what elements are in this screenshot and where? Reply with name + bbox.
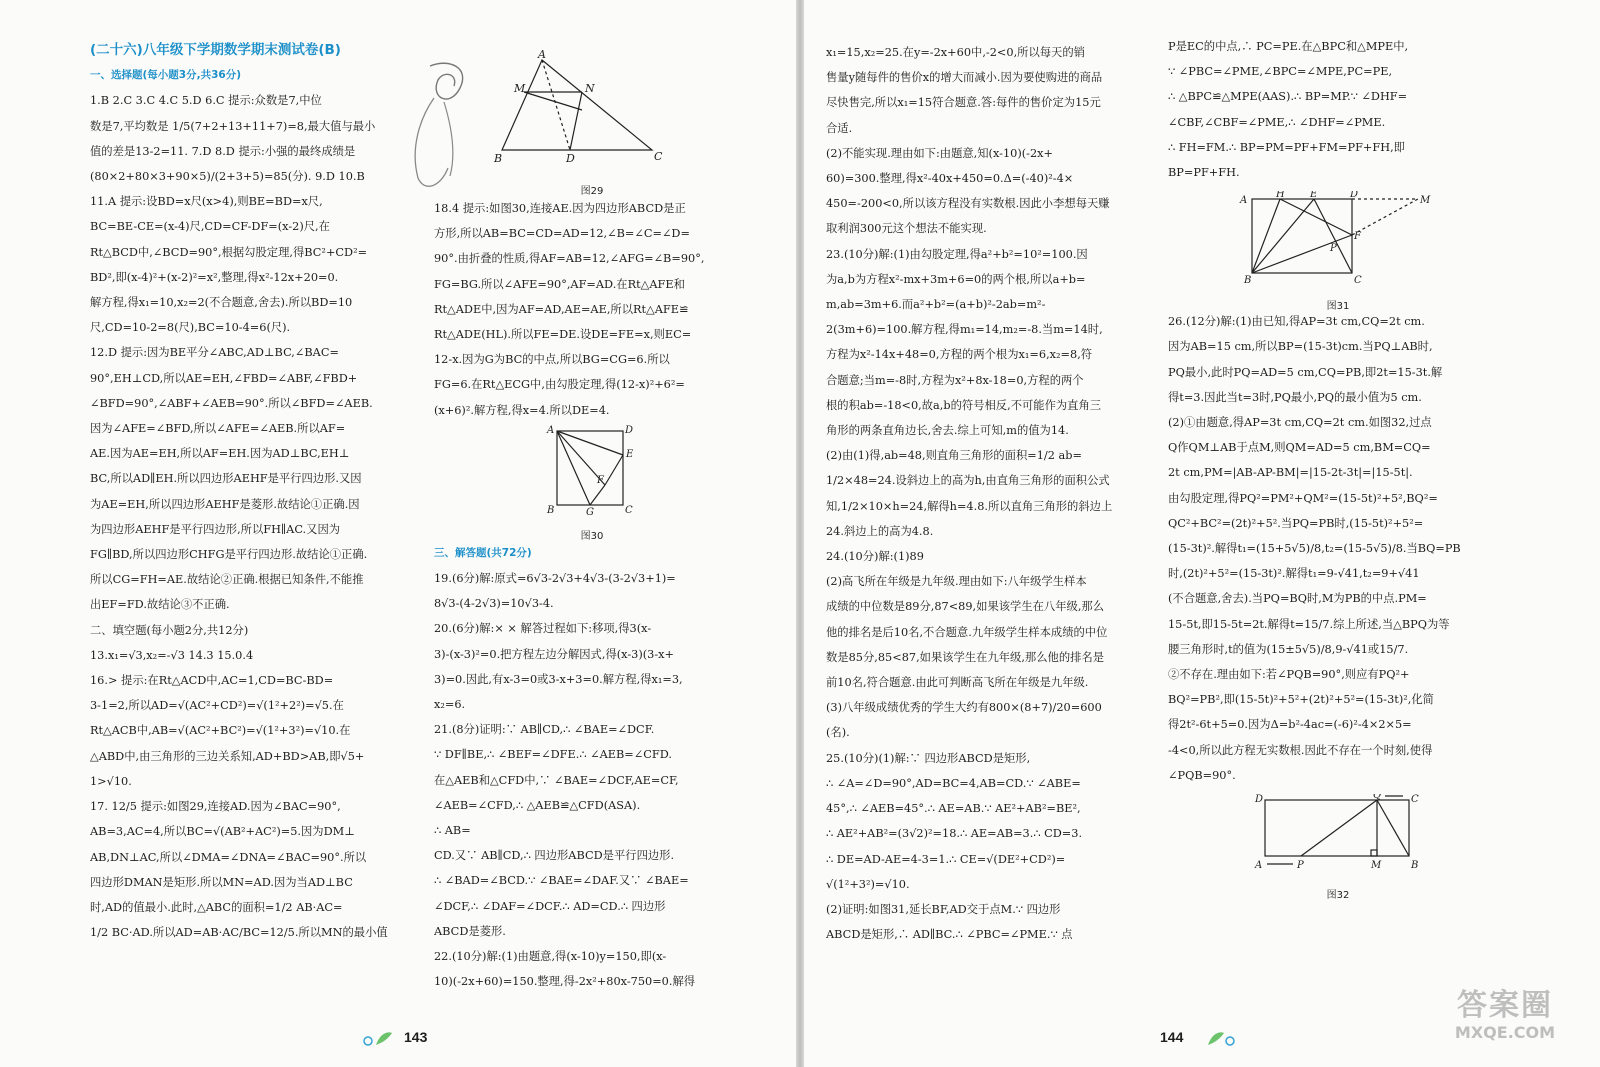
text-line: 17. 12/5 提示:如图29,连接AD.因为∠BAC=90°, (90, 800, 341, 814)
fig30-caption: 图30 (580, 531, 604, 543)
watermark-url: MXQE.COM (1454, 1023, 1556, 1042)
svg-text:H: H (1276, 191, 1285, 201)
left-column-1 (90, 38, 408, 945)
text-line: 2(3m+6)=100.解方程,得m₁=14,m₂=-8.当m=14时, (826, 323, 1103, 337)
text-line: ∠DCF,∴ ∠DAF=∠DCF.∴ AD=CD.∴ 四边形 (434, 899, 666, 913)
col4b-lines (1168, 309, 1508, 788)
text-line: 在△AEB和△CFD中,∵ ∠BAE=∠DCF,AE=CF, (434, 773, 679, 787)
text-line: 尽快售完,所以x₁=15符合题意.答:每件的售价定为15元 (826, 96, 1101, 110)
text-line: 20.(6分)解:× × 解答过程如下:移项,得3(x- (434, 622, 652, 636)
text-line: 数是7,平均数是 1/5(7+2+13+11+7)=8,最大值与最小 (90, 119, 376, 133)
text-line: 四边形DMAN是矩形.所以MN=AD.因为当AD⊥BC (90, 875, 353, 889)
text-line: PQ最小,此时PQ=AD=5 cm,CQ=PB,即2t=15-3t.解 (1168, 365, 1443, 379)
page-number-144: 144 (1160, 1029, 1184, 1045)
col2-lines (434, 196, 750, 423)
text-line: 22.(10分)解:(1)由题意,得(x-10)y=150,即(x- (434, 950, 667, 964)
text-line: ∠BFD=90°,∠ABF+∠AEB=90°.所以∠BFD=∠AEB. (90, 396, 373, 410)
text-line: 19.(6分)解:原式=6√3-2√3+4√3-(3-2√3+1)= (434, 572, 676, 586)
svg-text:B: B (494, 152, 503, 165)
text-line: 因为AB=15 cm,所以BP=(15-3t)cm.当PQ⊥AB时, (1168, 340, 1433, 354)
text-line: Rt△ADE中,因为AF=AD,AE=AE,所以Rt△AFE≌ (434, 302, 689, 316)
text-line: 合题意;当m=-8时,方程为x²+8x-18=0,方程的两个 (826, 373, 1084, 387)
text-line: 尺,CD=10-2=8(尺),BC=10-4=6(尺). (90, 321, 291, 335)
text-line: 出EF=FD.故结论③不正确. (90, 598, 230, 612)
figure-31 (1168, 191, 1508, 313)
text-line: 3)=0.因此,有x-3=0或3-x+3=0.解方程,得x₁=3, (434, 672, 683, 686)
text-line: 1/2×48=24.设斜边上的高为h,由直角三角形的面积公式 (826, 474, 1110, 488)
text-line: 角形的两条直角边长,舍去.综上可知,m的值为14. (826, 424, 1069, 438)
svg-text:F: F (1354, 231, 1361, 243)
text-line: ∴ DE=AD-AE=4-3=1.∴ CE=√(DE²+CD²)= (826, 852, 1066, 866)
text-line: 3-1=2,所以AD=√(AC²+CD²)=√(1²+2²)=√5.在 (90, 699, 344, 713)
text-line: 21.(8分)证明:∵ AB∥CD,∴ ∠BAE=∠DCF. (434, 723, 655, 737)
col1-lines (90, 88, 408, 945)
text-line: FG∥BD,所以四边形CHFG是平行四边形.故结论①正确. (90, 548, 368, 562)
text-line: 前10名,符合题意.由此可判断高飞所在年级是九年级. (826, 676, 1089, 690)
col2b-lines (434, 566, 750, 994)
left-page (0, 0, 796, 1067)
text-line: 取利润300元这个想法不能实现. (826, 222, 987, 236)
fig31-caption: 图31 (1326, 301, 1350, 313)
text-line: ∴ ∠A=∠D=90°,AD=BC=4,AB=CD.∵ ∠ABE= (826, 776, 1081, 790)
right-page (804, 0, 1600, 1067)
book-gutter (796, 0, 804, 1067)
text-line: 得2t²-6t+5=0.因为Δ=b²-4ac=(-6)²-4×2×5= (1168, 718, 1412, 732)
text-line: 所以CG=FH=AE.故结论②正确.根据已知条件,不能推 (90, 573, 364, 587)
text-line: 450=-200<0,所以该方程没有实数根.因此小李想每天赚 (826, 197, 1110, 211)
text-line: 时,(2t)²+5²=(15-3t)².解得t₁=9-√41,t₂=9+√41 (1168, 567, 1420, 581)
svg-text:D: D (566, 152, 575, 165)
text-line: m,ab=3m+6.而a²+b²=(a+b)²-2ab=m²- (826, 298, 1046, 312)
svg-text:B: B (1244, 275, 1252, 286)
fig32-rectangle-diagram (1253, 794, 1423, 874)
right-column-1 (826, 40, 1154, 947)
text-line: ∴ FH=FM.∴ BP=PM=PF+FM=PF+FH,即 (1168, 140, 1405, 154)
text-line: BD²,即(x-4)²+(x-2)²=x²,整理,得x²-12x+20=0. (90, 270, 339, 284)
left-column-2 (434, 44, 750, 994)
text-line: 60)=300.整理,得x²-40x+450=0.Δ=(-40)²-4× (826, 172, 1074, 186)
text-line: 他的排名是后10名,不合题意.九年级学生样本成绩的中位 (826, 625, 1108, 639)
text-line: ②不存在.理由如下:若∠PQB=90°,则应有PQ²+ (1168, 668, 1410, 682)
svg-text:C: C (1411, 794, 1419, 806)
text-line: QC²+BC²=(2t)²+5².当PQ=PB时,(15-5t)²+5²= (1168, 516, 1424, 530)
section-header-solution: 三、解答题(共72分) (434, 546, 532, 559)
svg-text:C: C (654, 150, 663, 163)
col3-lines (826, 40, 1154, 947)
text-line: ∠CBF,∠CBF=∠PME,∴ ∠DHF=∠PME. (1168, 115, 1386, 129)
text-line: ∠PQB=90°. (1168, 768, 1236, 782)
text-line: BC,所以AD∥EH.所以四边形AEHF是平行四边形.又因 (90, 472, 362, 486)
text-line: ∴ AE²+AB²=(3√2)²=18.∴ AE=AB=3.∴ CD=3. (826, 827, 1083, 841)
text-line: 成绩的中位数是89分,87<89,如果该学生在八年级,那么 (826, 600, 1105, 614)
text-line: 售量y随每件的售价x的增大而减小.因为要使购进的商品 (826, 71, 1103, 85)
svg-text:D: D (1255, 794, 1264, 806)
text-line: 12-x.因为G为BC的中点,所以BG=CG=6.所以 (434, 353, 670, 367)
text-line: 8√3-(4-2√3)=10√3-4. (434, 597, 554, 611)
text-line: P是EC的中点,∴ PC=PE.在△BPC和△MPE中, (1168, 40, 1409, 53)
text-line: 25.(10分)(1)解:∵ 四边形ABCD是矩形, (826, 751, 1031, 765)
text-line: 15-5t,即15-5t=2t.解得t=15/7.综上所述,当△BPQ为等 (1168, 617, 1450, 631)
text-line: 数是85分,85<87,如果该学生在九年级,那么他的排名是 (826, 650, 1105, 664)
text-line: 因为∠AFE=∠BFD,所以∠AFE=∠AEB.所以AF= (90, 422, 346, 436)
text-line: 1.B 2.C 3.C 4.C 5.D 6.C 提示:众数是7,中位 (90, 94, 322, 108)
text-line: 得t=3.因此当t=3时,PQ最小,PQ的最小值为5 cm. (1168, 390, 1422, 404)
svg-text:B: B (547, 504, 555, 515)
text-line: 1/2 BC·AD.所以AD=AB·AC/BC=12/5.所以MN的最小值 (90, 926, 388, 940)
fig29-triangle-diagram (492, 50, 692, 170)
text-line: ∵ ∠PBC=∠PME,∠BPC=∠MPE,PC=PE, (1168, 65, 1393, 79)
text-line: 方形,所以AB=BC=CD=AD=12,∠B=∠C=∠D= (434, 227, 690, 241)
watermark-logo (1430, 989, 1580, 1053)
text-line: BC=BE-CE=(x-4)尺,CD=CF-DF=(x-2)尺,在 (90, 220, 330, 234)
text-line: 18.4 提示:如图30,连接AE.因为四边形ABCD是正 (434, 202, 686, 215)
svg-text:E: E (1310, 191, 1318, 201)
text-line: (3)八年级成绩优秀的学生大约有800×(8+7)/20=600 (826, 701, 1102, 715)
section-header-choice: 一、选择题(每小题3分,共36分) (90, 69, 242, 82)
svg-text:M: M (514, 82, 526, 95)
text-line: ∠AEB=∠CFD,∴ △AEB≌△CFD(ASA). (434, 798, 641, 812)
svg-text:P: P (1330, 243, 1337, 255)
text-line: (名). (826, 726, 850, 740)
text-line: ∴ △BPC≌△MPE(AAS).∴ BP=MP.∵ ∠DHF= (1168, 90, 1408, 104)
fig31-rectangle-diagram (1238, 191, 1438, 285)
page-title: (二十六)八年级下学期数学期末测试卷(B) (90, 42, 341, 58)
svg-text:F: F (597, 474, 604, 486)
text-line: 2t cm,PM=|AB-AP-BM|=|15-2t-3t|=|15-5t|. (1168, 466, 1413, 480)
svg-text:D: D (625, 424, 634, 436)
text-line: (不合题意,舍去).当PQ=BQ时,M为PB的中点.PM= (1168, 592, 1427, 606)
text-line: FG=6.在Rt△ECG中,由勾股定理,得(12-x)²+6²= (434, 378, 685, 392)
text-line: 为四边形AEHF是平行四边形,所以FH∥AC.又因为 (90, 522, 341, 536)
right-column-2 (1168, 34, 1508, 902)
svg-text:C: C (625, 504, 633, 515)
text-line: △ABD中,由三角形的三边关系知,AD+BD>AB,即√5+ (90, 749, 365, 763)
text-line: (2)高飞所在年级是九年级.理由如下:八年级学生样本 (826, 575, 1087, 589)
col4-lines (1168, 34, 1508, 185)
svg-text:A: A (538, 50, 546, 61)
text-line: BQ²=PB²,即(15-5t)²+5²+(2t)²+5²=(15-3t)²,化简 (1168, 693, 1434, 707)
text-line: Q作QM⊥AB于点M,则QM=AD=5 cm,BM=CQ= (1168, 441, 1431, 455)
text-line: ABCD是菱形. (434, 924, 506, 938)
text-line: FG=BG.所以∠AFE=90°,AF=AD.在Rt△AFE和 (434, 277, 685, 291)
text-line: 为a,b为方程x²-mx+3m+6=0的两个根,所以a+b= (826, 272, 1086, 286)
text-line: 腰三角形时,t的值为(15±5√5)/8,9-√41或15/7. (1168, 642, 1409, 656)
text-line: ∴ ∠BAD=∠BCD.∵ ∠BAE=∠DAF.又∵ ∠BAE= (434, 874, 689, 888)
text-line: 值的差是13-2=11. 7.D 8.D 提示:小强的最终成绩是 (90, 144, 356, 158)
figure-29 (434, 50, 750, 198)
text-line: 1>√10. (90, 774, 132, 788)
text-line: ABCD是矩形,∴ AD∥BC.∴ ∠PBC=∠PME.∵ 点 (826, 928, 1073, 942)
text-line: 16.> 提示:在Rt△ACD中,AC=1,CD=BC-BD= (90, 674, 334, 688)
text-line: AB,DN⊥AC,所以∠DMA=∠DNA=∠BAC=90°.所以 (90, 850, 367, 864)
text-line: 根的积ab=-18<0,故a,b的符号相反,不可能作为直角三 (826, 398, 1102, 412)
text-line: 11.A 提示:设BD=x尺(x>4),则BE=BD=x尺, (90, 195, 323, 209)
text-line: (x+6)².解方程,得x=4.所以DE=4. (434, 403, 610, 417)
text-line: (80×2+80×3+90×5)/(2+3+5)=85(分). 9.D 10.B (90, 170, 365, 184)
fig29-caption: 图29 (580, 186, 604, 198)
text-line: 90°.由折叠的性质,得AF=AB=12,∠AFG=∠B=90°, (434, 252, 705, 266)
svg-text:D: D (1350, 191, 1359, 201)
svg-text:B: B (1411, 860, 1419, 872)
svg-text:P: P (1297, 860, 1304, 872)
text-line: Rt△ADE(HL).所以FE=DE.设DE=FE=x,则EC= (434, 328, 692, 342)
svg-text:N: N (585, 82, 595, 95)
text-line: AE.因为AE=EH,所以AF=EH.因为AD⊥BC,EH⊥ (90, 447, 350, 461)
text-line: 时,AD的值最小.此时,△ABC的面积=1/2 AB·AC= (90, 900, 343, 914)
text-line: Rt△BCD中,∠BCD=90°,根据勾股定理,得BC²+CD²= (90, 245, 368, 259)
svg-text:A: A (1255, 860, 1263, 872)
text-line: (2)由(1)得,ab=48,则直角三角形的面积=1/2 ab= (826, 449, 1082, 463)
text-line: 12.D 提示:因为BE平分∠ABC,AD⊥BC,∠BAC= (90, 346, 339, 360)
text-line: x₂=6. (434, 698, 466, 712)
text-line: 方程为x²-14x+48=0,方程的两个根为x₁=6,x₂=8,符 (826, 348, 1093, 362)
svg-text:G: G (586, 506, 594, 515)
watermark-text: 答案圈 (1457, 988, 1553, 1023)
text-line: ∵ DF∥BE,∴ ∠BEF=∠DFE.∴ ∠AEB=∠CFD. (434, 748, 672, 762)
text-line: 13.x₁=√3,x₂=-√3 14.3 15.0.4 (90, 648, 254, 662)
text-line: 解方程,得x₁=10,x₂=2(不合题意,舍去).所以BD=10 (90, 296, 353, 310)
text-line: 3)-(x-3)²=0.把方程左边分解因式,得(x-3)(3-x+ (434, 647, 674, 661)
text-line: 10)(-2x+60)=150.整理,得-2x²+80x-750=0.解得 (434, 975, 696, 989)
text-line: 24.(10分)解:(1)89 (826, 550, 924, 564)
svg-text:C: C (1354, 275, 1362, 286)
text-line: x₁=15,x₂=25.在y=-2x+60中,-2<0,所以每天的销 (826, 46, 1085, 59)
figure-32 (1168, 794, 1508, 902)
text-line: (2)①由题意,得AP=3t cm,CQ=2t cm.如图32,过点 (1168, 416, 1432, 430)
text-line: 45°,∴ ∠AEB=45°.∴ AE=AB.∵ AE²+AB²=BE², (826, 802, 1081, 816)
text-line: (2)证明:如图31,延长BF,AD交于点M.∵ 四边形 (826, 902, 1061, 916)
text-line: 为AE=EH,所以四边形AEHF是菱形.故结论①正确.因 (90, 497, 360, 511)
svg-text:A: A (547, 424, 555, 436)
page-number-143: 143 (404, 1029, 428, 1045)
svg-text:Q: Q (1373, 794, 1382, 802)
text-line: 二、填空题(每小题2分,共12分) (90, 623, 249, 637)
text-line: 由勾股定理,得PQ²=PM²+QM²=(15-5t)²+5²,BQ²= (1168, 491, 1438, 505)
text-line: 合适. (826, 121, 853, 135)
figure-30 (434, 424, 750, 543)
svg-text:M: M (1371, 860, 1382, 872)
text-line: BP=PF+FH. (1168, 166, 1240, 180)
text-line: ∴ AB= (434, 824, 471, 838)
svg-text:A: A (1240, 195, 1248, 207)
text-line: CD.又∵ AB∥CD,∴ 四边形ABCD是平行四边形. (434, 849, 675, 863)
text-line: √(1²+3²)=√10. (826, 877, 910, 891)
svg-text:E: E (626, 448, 634, 460)
text-line: AB=3,AC=4,所以BC=√(AB²+AC²)=5.因为DM⊥ (90, 825, 355, 839)
text-line: 90°,EH⊥CD,所以AE=EH,∠FBD=∠ABF,∠FBD+ (90, 371, 358, 385)
text-line: 26.(12分)解:(1)由已知,得AP=3t cm,CQ=2t cm. (1168, 315, 1425, 329)
fig30-square-diagram (537, 425, 647, 515)
text-line: (15-3t)².解得t₁=(15+5√5)/8,t₂=(15-5√5)/8.当BQ=PB (1168, 542, 1461, 556)
fig32-caption: 图32 (1326, 890, 1350, 902)
leaf-decoration-icon (362, 1029, 396, 1049)
text-line: 知,1/2×10×h=24,解得h=4.8.所以直角三角形的斜边上 (826, 499, 1113, 513)
text-line: (2)不能实现.理由如下:由题意,知(x-10)(-2x+ (826, 146, 1053, 160)
text-line: 24.斜边上的高为4.8. (826, 524, 934, 538)
leaf-decoration-icon (1204, 1029, 1238, 1049)
text-line: -4<0,所以此方程无实数根.因此不存在一个时刻,使得 (1168, 743, 1433, 757)
text-line: Rt△ACB中,AB=√(AC²+BC²)=√(1²+3²)=√10.在 (90, 724, 351, 738)
svg-text:M: M (1420, 195, 1431, 207)
text-line: 23.(10分)解:(1)由勾股定理,得a²+b²=10²=100.因 (826, 247, 1088, 261)
